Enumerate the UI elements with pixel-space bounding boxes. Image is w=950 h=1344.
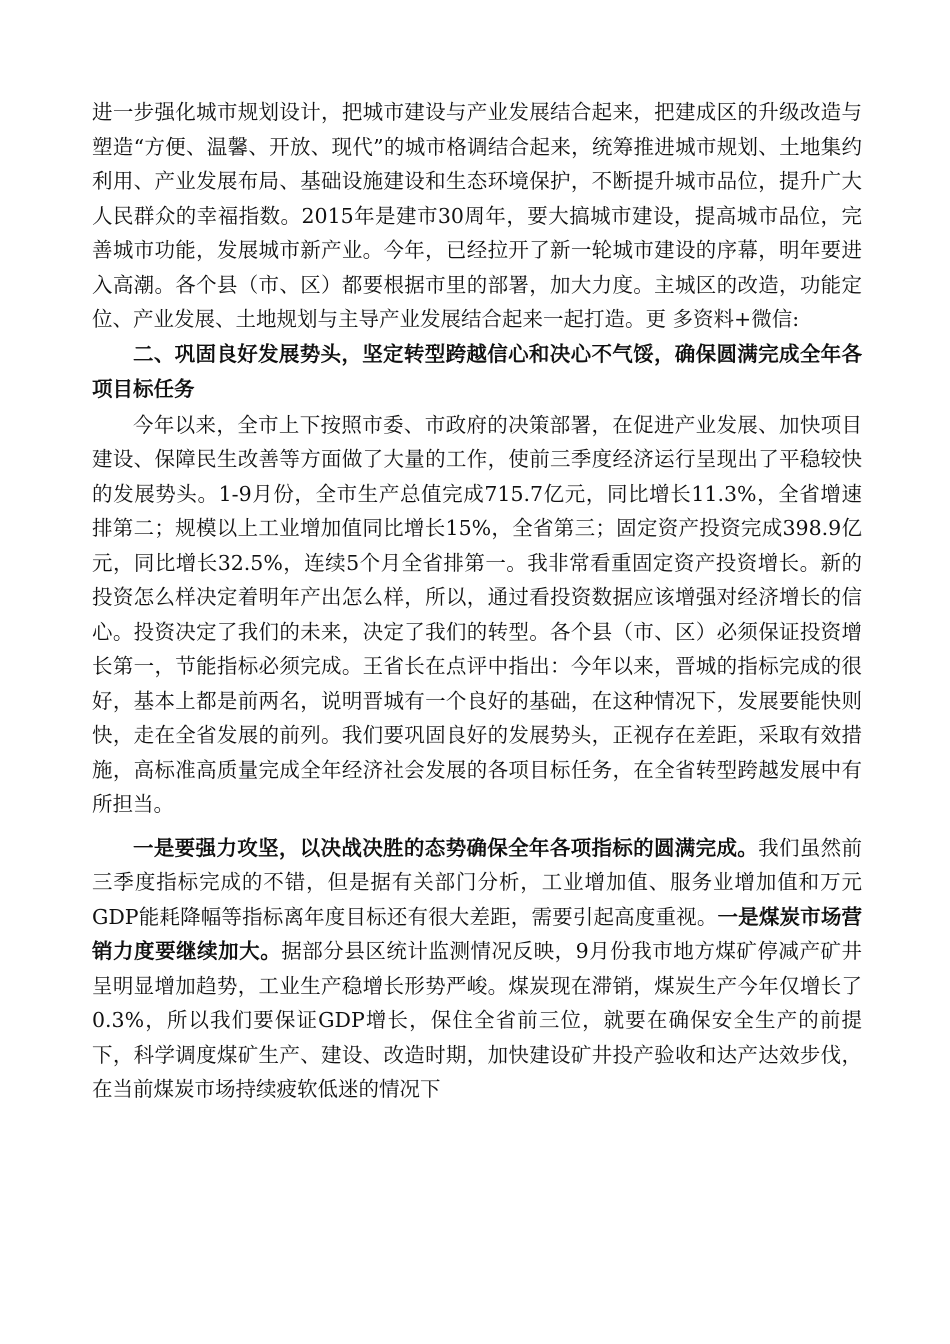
- bold-lead-sentence: 一是要强力攻坚，以决战决胜的态势确保全年各项指标的圆满完成。: [133, 835, 759, 860]
- paragraph-text: 我们虽然前三季度指标完成的不错，但是据有关部门分析，工业增加值、服务业增加值和万元GDP能耗降幅等指标离年度目标还有很大差距，需要引起高度重视。: [92, 835, 863, 929]
- bold-subpoint: 一是煤炭市场营销力度要继续加大。: [92, 904, 862, 963]
- body-paragraph: [92, 831, 862, 1107]
- section-heading: 二、巩固良好发展势头，坚定转型跨越信心和决心不气馁，确保圆满完成全年各项目标任务: [92, 341, 862, 401]
- body-paragraph: 今年以来，全市上下按照市委、市政府的决策部署，在促进产业发展、加快项目建设、保障民生改善等方面做了大量的工作，使前三季度经济运行呈现出了平稳较快的发展势头。1-9月份，全市生产总值完成715.7亿元，同比增长11.3%，全省增速排第二；规模以上工业增加值同比增长15%，全省第三；固定资产投资完成398.9亿元，同比增长32.5%，连续5个月全省排第一。我非常看重固定资产投资增长。新的投资怎么样决定着明年产出怎么样，所以，通过看投资数据应该增强对经济增长的信心。投资决定了我们的未来，决定了我们的转型。各个县（市、区）必须保证投资增长第一，节能指标必须完成。王省长在点评中指出：今年以来，晋城的指标完成的很好，基本上都是前两名，说明晋城有一个良好的基础，在这种情况下，发展要能快则快，走在全省发展的前列。我们要巩固良好的发展势头，正视存在差距，采取有效措施，高标准高质量完成全年经济社会发展的各项目标任务，在全省转型跨越发展中有所担当。: [92, 412, 862, 816]
- body-paragraph: 进一步强化城市规划设计，把城市建设与产业发展结合起来，把建成区的升级改造与塑造“方便、温馨、开放、现代”的城市格调结合起来，统筹推进城市规划、土地集约利用、产业发展布局、基础设施建设和生态环境保护，不断提升城市品位，提升广大人民群众的幸福指数。2015年是建市30周年，要大搞城市建设，提高城市品位，完善城市功能，发展城市新产业。今年，已经拉开了新一轮城市建设的序幕，明年要进入高潮。各个县（市、区）都要根据市里的部署，加大力度。主城区的改造，功能定位、产业发展、土地规划与主导产业发展结合起来一起打造。更 多资料+微信:: [92, 100, 862, 331]
- document-page: [92, 95, 862, 1107]
- paragraph-text: 据部分县区统计监测情况反映，9月份我市地方煤矿停减产矿井呈明显增加趋势，工业生产稳增长形势严峻。煤炭现在滞销，煤炭生产今年仅增长了0.3%，所以我们要保证GDP增长，保住全省前三位，就要在确保安全生产的前提下，科学调度煤矿生产、建设、改造时期，加快建设矿井投产验收和达产达效步伐，在当前煤炭市场持续疲软低迷的情况下: [92, 939, 863, 1101]
